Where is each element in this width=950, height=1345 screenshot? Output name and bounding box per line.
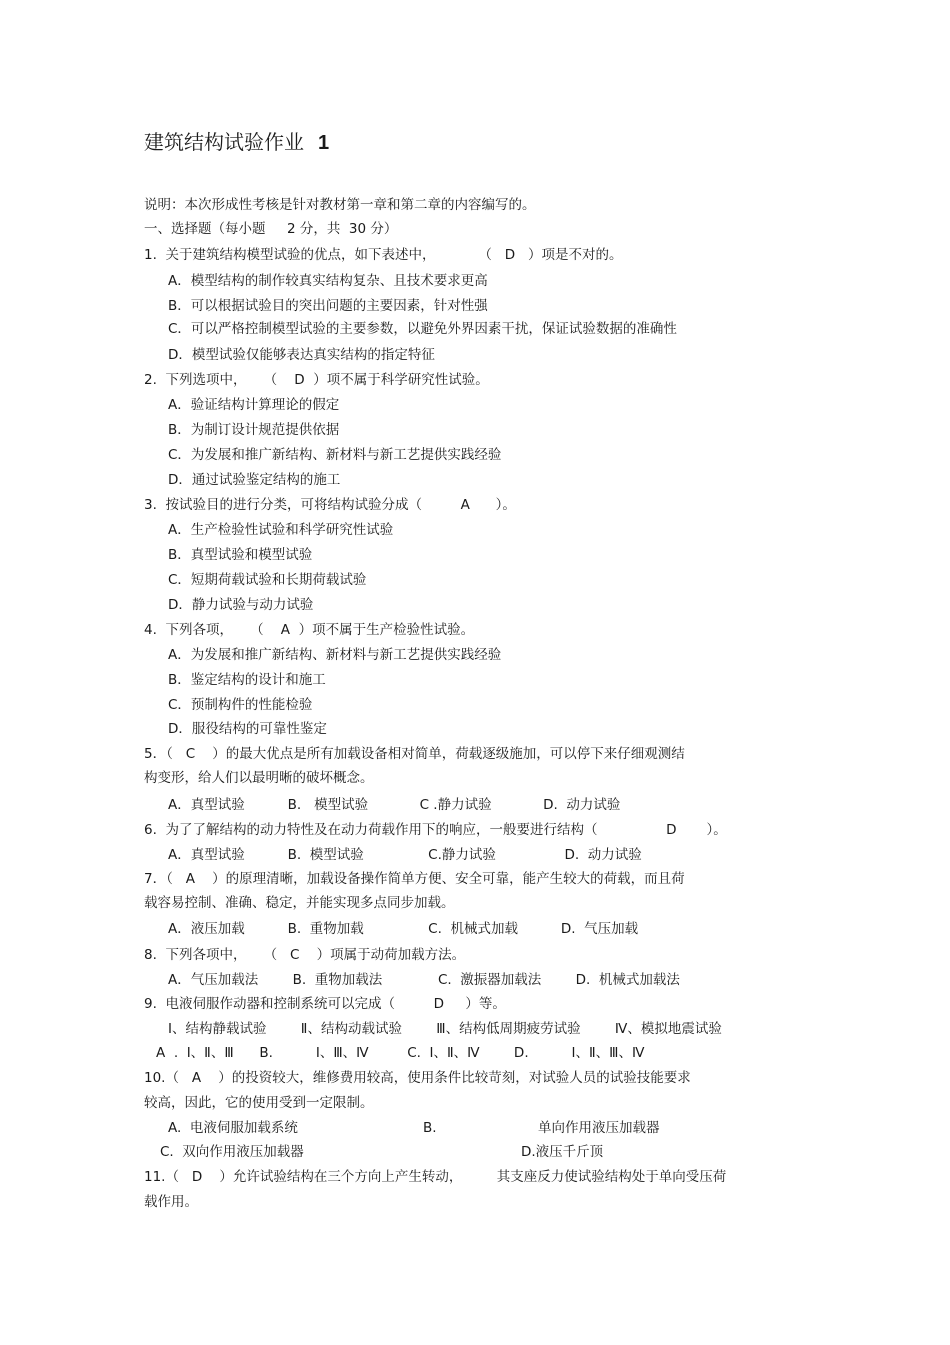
title-text: 建筑结构试验作业 (144, 130, 304, 154)
question-1-option-d: D．模型试验仅能够表达真实结构的指定特征 (168, 347, 435, 363)
question-7-stem-line2: 载容易控制、准确、稳定，并能实现多点同步加载。 (144, 895, 455, 911)
question-10-option-b-letter: B. (423, 1120, 437, 1136)
title-number: 1 (318, 132, 330, 154)
question-4-option-c: C．预制构件的性能检验 (168, 697, 313, 713)
question-11-stem-line2: 载作用。 (144, 1194, 198, 1210)
question-3-stem: 3. 按试验目的进行分类，可将结构试验分成（ A ）。 (144, 497, 516, 513)
question-1-option-b: B．可以根据试验目的突出问题的主要因素，针对性强 (168, 298, 488, 314)
question-1-option-c: C．可以严格控制模型试验的主要参数，以避免外界因素干扰，保证试验数据的准确性 (168, 321, 677, 337)
intro-note: 说明：本次形成性考核是针对教材第一章和第二章的内容编写的。 (144, 197, 536, 213)
question-4-option-a: A．为发展和推广新结构、新材料与新工艺提供实践经验 (168, 647, 502, 663)
question-8-options: A．气压加载法 B. 重物加载法 C. 激振器加载法 D. 机械式加载法 (168, 972, 680, 988)
question-3-option-a: A．生产检验性试验和科学研究性试验 (168, 522, 394, 538)
question-8-stem: 8. 下列各项中， （ C ）项属于动荷加载方法。 (144, 947, 466, 963)
question-10-stem-line1: 10.（ A ）的投资较大，维修费用较高，使用条件比较苛刻，对试验人员的试验技能要求 (144, 1070, 691, 1086)
question-10-stem-line2: 较高，因此，它的使用受到一定限制。 (144, 1095, 374, 1111)
question-4-option-d: D．服役结构的可靠性鉴定 (168, 721, 327, 737)
question-10-option-a: A. 电液伺服加载系统 (168, 1120, 298, 1136)
question-4-stem: 4. 下列各项， （ A ）项不属于生产检验性试验。 (144, 622, 475, 638)
question-10-option-c: C. 双向作用液压加载器 (160, 1144, 304, 1160)
question-10-option-b-text: 单向作用液压加载器 (538, 1120, 660, 1136)
question-5-options: A．真型试验 B. 模型试验 C .静力试验 D. 动力试验 (168, 797, 621, 813)
question-2-option-d: D．通过试验鉴定结构的施工 (168, 472, 341, 488)
section-heading: 一、选择题（每小题 2 分，共 30 分） (144, 221, 398, 237)
question-4-option-b: B．鉴定结构的设计和施工 (168, 672, 326, 688)
question-2-stem: 2. 下列选项中， （ D ）项不属于科学研究性试验。 (144, 372, 489, 388)
page-title (144, 128, 329, 157)
question-2-option-c: C．为发展和推广新结构、新材料与新工艺提供实践经验 (168, 447, 502, 463)
question-9-options: A . Ⅰ、Ⅱ、Ⅲ B. Ⅰ、Ⅲ、Ⅳ C. Ⅰ、Ⅱ、Ⅳ D. Ⅰ、Ⅱ、Ⅲ、Ⅳ (156, 1045, 645, 1061)
question-10-option-d: D.液压千斤顶 (521, 1144, 604, 1160)
question-1-stem: 1. 关于建筑结构模型试验的优点，如下表述中， （ D ）项是不对的。 (144, 247, 623, 263)
question-6-options: A．真型试验 B. 模型试验 C.静力试验 D. 动力试验 (168, 847, 642, 863)
question-2-option-a: A．验证结构计算理论的假定 (168, 397, 340, 413)
question-7-options: A．液压加载 B. 重物加载 C. 机械式加载 D. 气压加载 (168, 921, 639, 937)
question-5-stem-line1: 5．（ C ）的最大优点是所有加载设备相对简单，荷载逐级施加，可以停下来仔细观测结 (144, 746, 685, 762)
question-5-stem-line2: 构变形，给人们以最明晰的破坏概念。 (144, 770, 374, 786)
question-7-stem-line1: 7．（ A ）的原理清晰，加载设备操作简单方便、安全可靠，能产生较大的荷载，而且荷 (144, 871, 685, 887)
question-6-stem: 6. 为了了解结构的动力特性及在动力荷载作用下的响应，一般要进行结构（ D ）。 (144, 822, 727, 838)
question-9-items: Ⅰ、结构静载试验 Ⅱ、结构动载试验 Ⅲ、结构低周期疲劳试验 Ⅳ、模拟地震试验 (168, 1021, 722, 1037)
question-3-option-d: D．静力试验与动力试验 (168, 597, 314, 613)
question-11-stem-line1: 11.（ D ）允许试验结构在三个方向上产生转动， 其支座反力使试验结构处于单向受压荷 (144, 1169, 727, 1185)
question-1-option-a: A．模型结构的制作较真实结构复杂、且技术要求更高 (168, 273, 488, 289)
question-2-option-b: B．为制订设计规范提供依据 (168, 422, 340, 438)
question-9-stem: 9. 电液伺服作动器和控制系统可以完成（ D ）等。 (144, 996, 506, 1012)
question-3-option-c: C．短期荷载试验和长期荷载试验 (168, 572, 367, 588)
question-3-option-b: B．真型试验和模型试验 (168, 547, 313, 563)
